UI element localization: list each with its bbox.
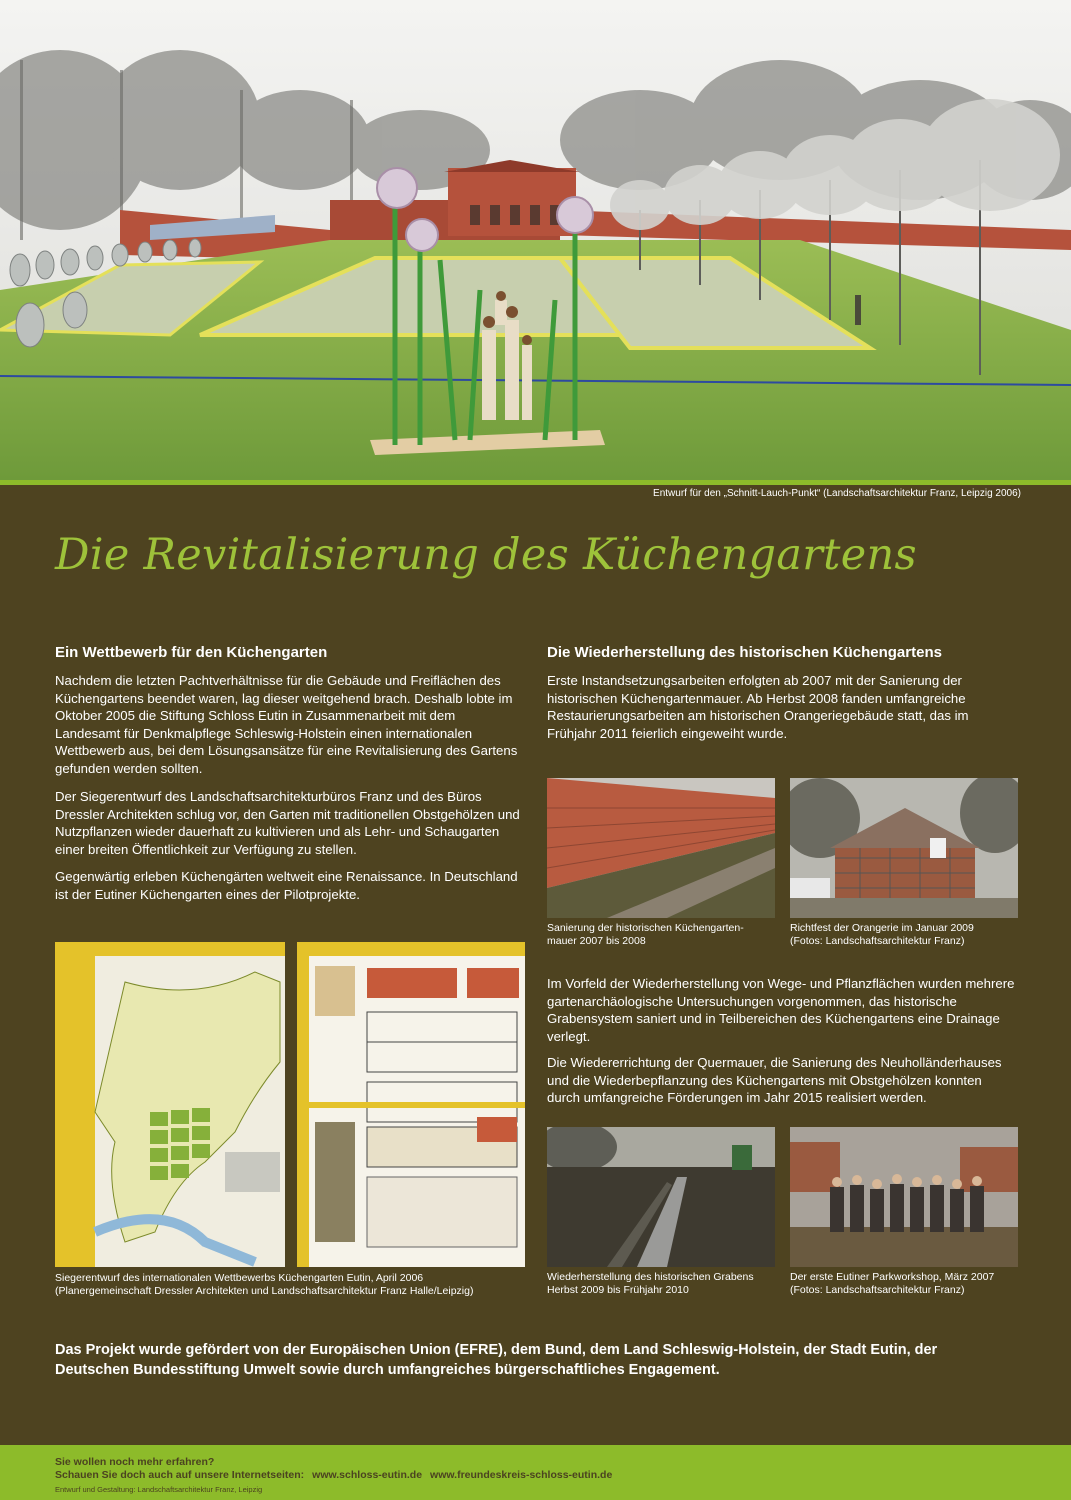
competition-board-1 <box>55 942 285 1267</box>
photo1-caption-line1: Sanierung der historischen Küchengarten- <box>547 922 744 934</box>
footer-websites-label: Schauen Sie doch auch auf unsere Internetseiten: <box>55 1469 305 1481</box>
left-section-heading: Ein Wettbewerb für den Küchengarten <box>55 644 328 661</box>
photo3-caption-line1: Wiederherstellung des historischen Grabens <box>547 1271 754 1283</box>
photo2-caption-line2: (Fotos: Landschaftsarchitektur Franz) <box>790 935 965 947</box>
funding-statement: Das Projekt wurde gefördert von der Europäischen Union (EFRE), dem Bund, dem Land Schleswig-Holstein, der Stadt Eutin, der Deutschen Bundesstiftung Umwelt sowie durch umfangreiches bürgerschaftliches Engagement. <box>55 1342 938 1378</box>
hero-caption: Entwurf für den „Schnitt-Lauch-Punkt“ (Landschaftsarchitektur Franz, Leipzig 2006) <box>653 488 1021 499</box>
photo3-caption-line2: Herbst 2009 bis Frühjahr 2010 <box>547 1284 689 1296</box>
photo-park-workshop <box>790 1127 1018 1267</box>
footer-link-schloss[interactable]: www.schloss-eutin.de <box>312 1469 423 1481</box>
photo4-caption-line1: Der erste Eutiner Parkworkshop, März 2007 <box>790 1271 995 1283</box>
photo2-caption-line1: Richtfest der Orangerie im Januar 2009 <box>790 922 974 934</box>
footer-band <box>0 1445 1071 1500</box>
footer-websites <box>55 1469 612 1481</box>
hero-illustration <box>0 0 1071 480</box>
competition-board-2 <box>297 942 525 1267</box>
right-paragraph-2: Im Vorfeld der Wiederherstellung von Wege- und Pflanzflächen wurden mehrere gartenarchäologische Untersuchungen vorgenommen, das historische Grabensystem saniert und in Teilbereichen des Küchengartens eine Drainage verlegt. <box>547 976 1015 1044</box>
photo-orangerie-scaffold <box>790 778 1018 918</box>
garden-rendering <box>0 0 1071 480</box>
left-paragraph-3: Gegenwärtig erleben Küchengärten weltweit eine Renaissance. In Deutschland ist der Eutiner Küchengarten eines der Pilotprojekte. <box>55 869 518 902</box>
competition-caption-1: Siegerentwurf des internationalen Wettbewerbs Küchengarten Eutin, April 2006 <box>55 1272 424 1284</box>
competition-caption-2: (Planergemeinschaft Dressler Architekten und Landschaftsarchitektur Franz Halle/Leipzig) <box>55 1285 474 1297</box>
page-title: Die Revitalisierung des Küchengartens <box>55 530 917 580</box>
hero-divider-band <box>0 480 1071 485</box>
photo-trench-restoration <box>547 1127 775 1267</box>
footer-credit: Entwurf und Gestaltung: Landschaftsarchitektur Franz, Leipzig <box>55 1485 263 1494</box>
photo1-caption-line2: mauer 2007 bis 2008 <box>547 935 646 947</box>
right-paragraph-3: Die Wiedererrichtung der Quermauer, die Sanierung des Neuholländerhauses und die Wiederbepflanzung des Küchengartens mit Obstgehölzen konnten durch umfangreiche Förderungen im Jahr 2015 realisiert werden. <box>547 1055 1002 1105</box>
right-section-heading: Die Wiederherstellung des historischen Küchengartens <box>547 644 942 661</box>
footer-prompt: Sie wollen noch mehr erfahren? <box>55 1456 215 1468</box>
left-paragraph-2: Der Siegerentwurf des Landschaftsarchitekturbüros Franz und des Büros Dressler Architekten schlug vor, den Garten mit traditionellen Obstgehölzen und Nutzpflanzen wieder dauerhaft zu kultivieren und als Lehr- und Schaugarten einer breiten Öffentlichkeit zur Verfügung zu stellen. <box>55 789 520 857</box>
right-paragraph-1: Erste Instandsetzungsarbeiten erfolgten ab 2007 mit der Sanierung der historischen Küchengartenmauer. Ab Herbst 2008 fanden umfangreiche Restaurierungsarbeiten am historischen Orangeriegebäude statt, das im Frühjahr 2011 feierlich eingeweiht wurde. <box>547 673 969 741</box>
footer-link-freundeskreis[interactable]: www.freundeskreis-schloss-eutin.de <box>430 1469 613 1481</box>
photo4-caption-line2: (Fotos: Landschaftsarchitektur Franz) <box>790 1284 965 1296</box>
left-paragraph-1: Nachdem die letzten Pachtverhältnisse für die Gebäude und Freiflächen des Küchengartens beendet waren, lag dieser weitgehend brach. Deshalb lobte im Oktober 2005 die Stiftung Schloss Eutin in Zusammenarbeit mit dem Landesamt für Denkmalpflege Schleswig-Holstein einen internationalen Wettbewerb aus, bei dem Lösungsansätze für eine Revitalisierung des Gartens gefunden werden sollten. <box>55 673 518 776</box>
photo-garden-wall <box>547 778 775 918</box>
